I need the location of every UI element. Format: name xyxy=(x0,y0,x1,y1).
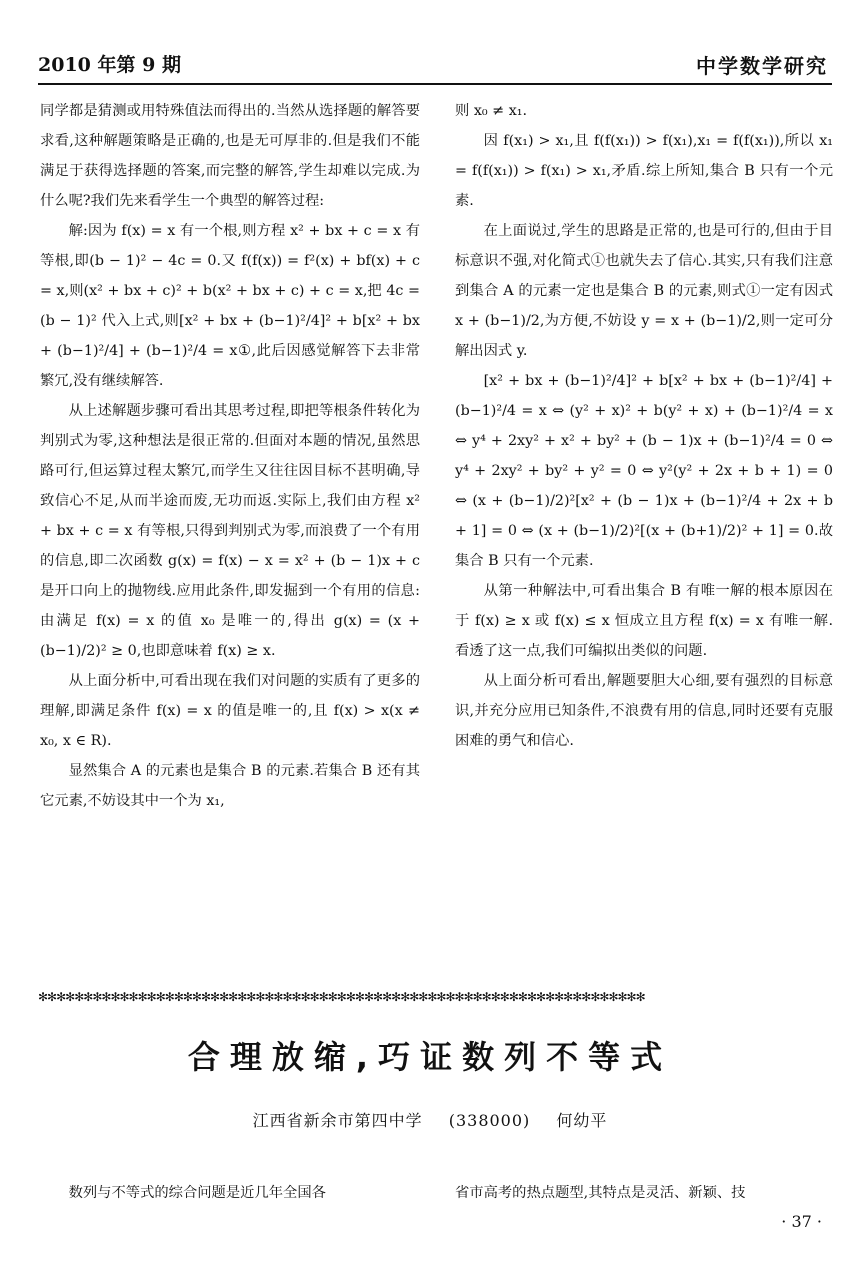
star-divider: ✻✻✻✻✻✻✻✻✻✻✻✻✻✻✻✻✻✻✻✻✻✻✻✻✻✻✻✻✻✻✻✻✻✻✻✻✻✻✻✻✻✻✻✻✻✻✻✻✻✻✻✻✻✻✻✻✻✻✻✻✻✻✻✻✻✻✻ xyxy=(38,990,645,1004)
equation-block: [x² + bx + (b−1)²/4]² + b[x² + bx + (b−1)²/4] + (b−1)²/4 = x ⇔ (y² + x)² + b(y² + x) + (b−1)²/4 = x ⇔ y⁴ + 2xy² + x² + by² + (b − 1)x + (b−1)²/4 = 0 ⇔ y⁴ + 2xy² + by² + y² = 0 ⇔ y²(y² + 2x + b + 1) = 0 ⇔ (x + (b−1)/2)²[x² + (b − 1)x + (b−1)²/4 + 2x + b + 1] = 0 ⇔ (x + (b−1)/2)²[(x + (b+1)/2)² + 1] = 0.故集合 B 只有一个元素. xyxy=(455,373,833,569)
page-header xyxy=(38,42,828,82)
author: 何幼平 xyxy=(556,1111,608,1130)
article-title: 合理放缩,巧证数列不等式 xyxy=(187,1038,673,1076)
page-number: · 37 · xyxy=(781,1212,822,1231)
byline xyxy=(0,1108,860,1131)
paragraph: 解:因为 f(x) = x 有一个根,则方程 x² + bx + c = x 有等根,即(b − 1)² − 4c = 0.又 f(f(x)) = f²(x) + bf(x) + c = x,则(x² + bx + c)² + b(x² + bx + c) + c = x,把 4c = (b − 1)² 代入上式,则[x² + bx + (b−1)²/4]² + b[x² + bx + (b−1)²/4] + (b−1)²/4 = x①,此后因感觉解答下去非常繁冗,没有继续解答. xyxy=(40,223,420,389)
paragraph: 从上面分析中,可看出现在我们对问题的实质有了更多的理解,即满足条件 f(x) = x 的值是唯一的,且 f(x) > x(x ≠ x₀, x ∈ R). xyxy=(40,673,420,749)
journal-title: 中学数学研究 xyxy=(696,54,828,78)
article-intro-left: 数列与不等式的综合问题是近几年全国各 xyxy=(68,1185,326,1201)
paragraph: 从上面分析可看出,解题要胆大心细,要有强烈的目标意识,并充分应用已知条件,不浪费有用的信息,同时还要有克服困难的勇气和信心. xyxy=(455,673,833,749)
right-column xyxy=(455,96,833,756)
affiliation: 江西省新余市第四中学 xyxy=(252,1111,423,1130)
paragraph: 从上述解题步骤可看出其思考过程,即把等根条件转化为判别式为零,这种想法是很正常的.但面对本题的情况,虽然思路可行,但运算过程太繁冗,而学生又往往因目标不甚明确,导致信心不足,从而半途而废,无功而返.实际上,我们由方程 x² + bx + c = x 有等根,只得到判别式为零,而浪费了一个有用的信息,即二次函数 g(x) = f(x) − x = x² + (b − 1)x + c 是开口向上的抛物线.应用此条件,即发掘到一个有用的信息:由满足 f(x) = x 的值 x₀ 是唯一的,得出 g(x) = (x + (b−1)/2)² ≥ 0,也即意味着 f(x) ≥ x. xyxy=(40,403,420,659)
paragraph: 在上面说过,学生的思路是正常的,也是可行的,但由于目标意识不强,对化简式①也就失去了信心.其实,只有我们注意到集合 A 的元素一定也是集合 B 的元素,则式①一定有因式 x + (b−1)/2,为方便,不妨设 y = x + (b−1)/2,则一定可分解出因式 y. xyxy=(455,223,833,359)
paragraph: 因 f(x₁) > x₁,且 f(f(x₁)) > f(x₁),x₁ = f(f(x₁)),所以 x₁ = f(f(x₁)) > f(x₁) > x₁,矛盾.综上所知,集合 B 只有一个元素. xyxy=(455,133,833,209)
paragraph: 显然集合 A 的元素也是集合 B 的元素.若集合 B 还有其它元素,不妨设其中一个为 x₁, xyxy=(40,763,420,809)
issue-label: 2010 年第 9 期 xyxy=(38,54,181,76)
paragraph: 同学都是猜测或用特殊值法而得出的.当然从选择题的解答要求看,这种解题策略是正确的,也是无可厚非的.但是我们不能满足于获得选择题的答案,而完整的解答,学生却难以完成.为什么呢?我们先来看学生一个典型的解答过程: xyxy=(40,103,420,209)
paragraph: 从第一种解法中,可看出集合 B 有唯一解的根本原因在于 f(x) ≥ x 或 f(x) ≤ x 恒成立且方程 f(x) = x 有唯一解.看透了这一点,我们可编拟出类似的问题. xyxy=(455,583,833,659)
article-intro-right: 省市高考的热点题型,其特点是灵活、新颖、技 xyxy=(455,1185,746,1201)
header-rule xyxy=(38,83,832,85)
postcode: (338000) xyxy=(448,1111,531,1130)
paragraph: 则 x₀ ≠ x₁. xyxy=(455,103,528,119)
left-column xyxy=(40,96,420,816)
